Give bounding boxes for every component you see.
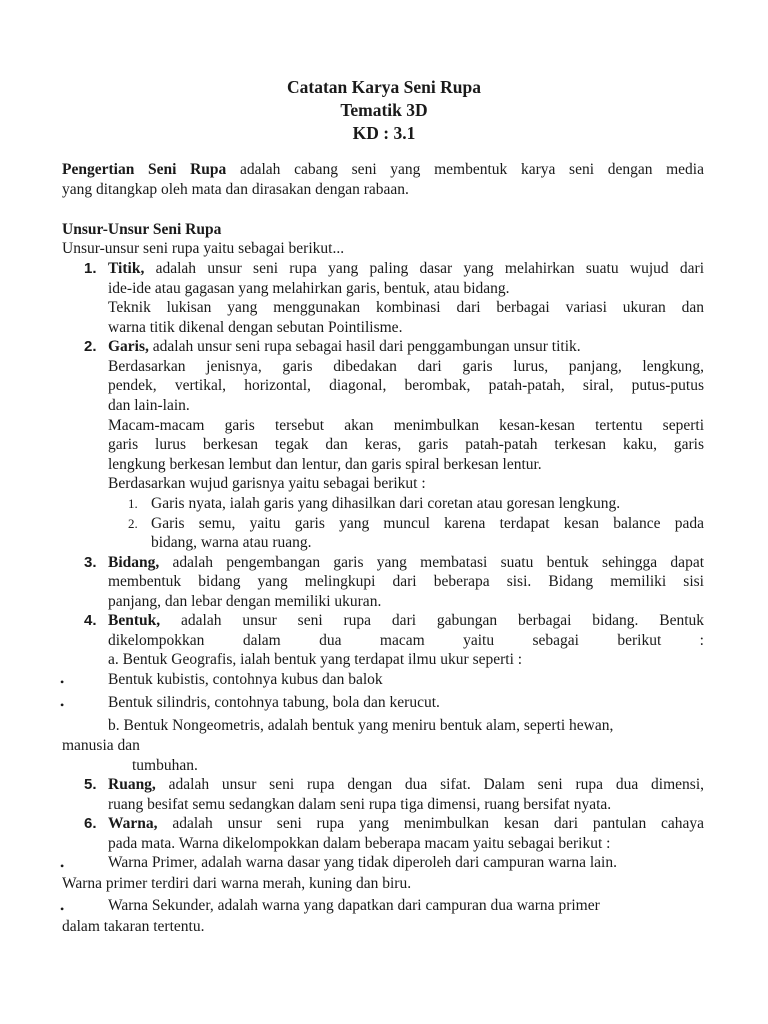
list-number: 4. — [84, 612, 97, 629]
list-item-garis: Garis, adalah unsur seni rupa sebagai hasil dari penggambungan unsur titik. — [108, 338, 581, 355]
list-item-ruang: Ruang, adalah unsur seni rupa dengan dua sifat. Dalam seni rupa dua dimensi, — [108, 776, 704, 793]
list-item-line: a. Bentuk Geografis, ialah bentuk yang terdapat ilmu ukur seperti : — [108, 651, 523, 668]
doc-kd: KD : 3.1 — [352, 123, 416, 143]
list-item-line: warna titik dikenal dengan sebutan Pointilisme. — [108, 319, 403, 336]
paragraph-line: tumbuhan. — [132, 757, 198, 774]
sublist-number: 1. — [128, 496, 138, 511]
list-item-line: Teknik lukisan yang menggunakan kombinasi dari berbagai variasi ukuran dan — [108, 299, 704, 316]
bullet: • — [60, 902, 65, 916]
list-item-line: garis lurus berkesan tegak dan keras, garis patah-patah terkesan kaku, garis — [108, 436, 704, 453]
list-item-line: dan lain-lain. — [108, 397, 190, 414]
doc-subtitle: Tematik 3D — [340, 100, 428, 120]
list-number: 5. — [84, 776, 97, 793]
list-item-line: pendek, vertikal, horizontal, diagonal, berombak, patah-patah, siral, putus-putus — [108, 377, 704, 394]
doc-title: Catatan Karya Seni Rupa — [287, 77, 481, 97]
list-item-line: pada mata. Warna dikelompokkan dalam beberapa macam yaitu sebagai berikut : — [108, 835, 611, 852]
bullet-item: Warna Primer, adalah warna dasar yang tidak diperoleh dari campuran warna lain. — [108, 854, 617, 871]
section-heading: Unsur-Unsur Seni Rupa — [62, 221, 222, 238]
list-number: 3. — [84, 554, 97, 571]
bullet: • — [60, 698, 65, 712]
list-item-bidang: Bidang, adalah pengembangan garis yang membatasi suatu bentuk sehingga dapat — [108, 554, 704, 571]
sublist-number: 2. — [128, 516, 138, 531]
definition-line-2: yang ditangkap oleh mata dan dirasakan dengan rabaan. — [62, 181, 409, 198]
sublist-item-line: bidang, warna atau ruang. — [151, 534, 312, 551]
list-item-line: Berdasarkan jenisnya, garis dibedakan dari garis lurus, panjang, lengkung, — [108, 358, 704, 375]
bullet-item: Bentuk silindris, contohnya tabung, bola dan kerucut. — [108, 694, 440, 711]
paragraph-line: manusia dan — [62, 737, 140, 754]
list-number: 1. — [84, 260, 97, 277]
list-number: 2. — [84, 338, 97, 355]
list-item-line: ide-ide atau gagasan yang melahirkan garis, bentuk, atau bidang. — [108, 280, 510, 297]
sublist-item: Garis semu, yaitu garis yang muncul karena terdapat kesan balance pada — [151, 515, 704, 532]
bullet: • — [60, 675, 65, 689]
list-item-line: dikelompokkan dalam dua macam yaitu sebagai berikut : — [108, 632, 704, 649]
list-item-line: membentuk bidang yang melingkupi dari beberapa sisi. Bidang memiliki sisi — [108, 573, 704, 590]
definition-line-1: Pengertian Seni Rupa adalah cabang seni yang membentuk karya seni dengan media — [62, 161, 704, 178]
bullet: • — [60, 859, 65, 873]
bullet-item-line: Warna primer terdiri dari warna merah, kuning dan biru. — [62, 875, 412, 892]
bullet-item: Bentuk kubistis, contohnya kubus dan balok — [108, 671, 383, 688]
list-item-line: Macam-macam garis tersebut akan menimbulkan kesan-kesan tertentu seperti — [108, 417, 704, 434]
list-number: 6. — [84, 815, 97, 832]
bullet-item: Warna Sekunder, adalah warna yang dapatkan dari campuran dua warna primer — [108, 897, 600, 914]
list-item-line: Berdasarkan wujud garisnya yaitu sebagai berikut : — [108, 475, 426, 492]
list-item-bentuk: Bentuk, adalah unsur seni rupa dari gabungan berbagai bidang. Bentuk — [108, 612, 705, 629]
paragraph-line: b. Bentuk Nongeometris, adalah bentuk yang meniru bentuk alam, seperti hewan, — [108, 717, 614, 734]
bullet-item-line: dalam takaran tertentu. — [62, 918, 205, 935]
list-item-line: panjang, dan lebar dengan memiliki ukuran. — [108, 593, 382, 610]
list-item-warna: Warna, adalah unsur seni rupa yang menimbulkan kesan dari pantulan cahaya — [108, 815, 705, 832]
sublist-item: Garis nyata, ialah garis yang dihasilkan dari coretan atau goresan lengkung. — [151, 495, 621, 512]
list-item-line: lengkung berkesan lembut dan lentur, dan garis spiral berkesan lentur. — [108, 456, 542, 473]
list-item-titik: Titik, adalah unsur seni rupa yang paling dasar yang melahirkan suatu wujud dari — [108, 260, 705, 277]
section-intro: Unsur-unsur seni rupa yaitu sebagai berikut... — [62, 240, 345, 257]
definition-term: Pengertian Seni Rupa — [62, 161, 227, 178]
list-item-line: ruang besifat semu sedangkan dalam seni rupa tiga dimensi, ruang bersifat nyata. — [108, 796, 612, 813]
